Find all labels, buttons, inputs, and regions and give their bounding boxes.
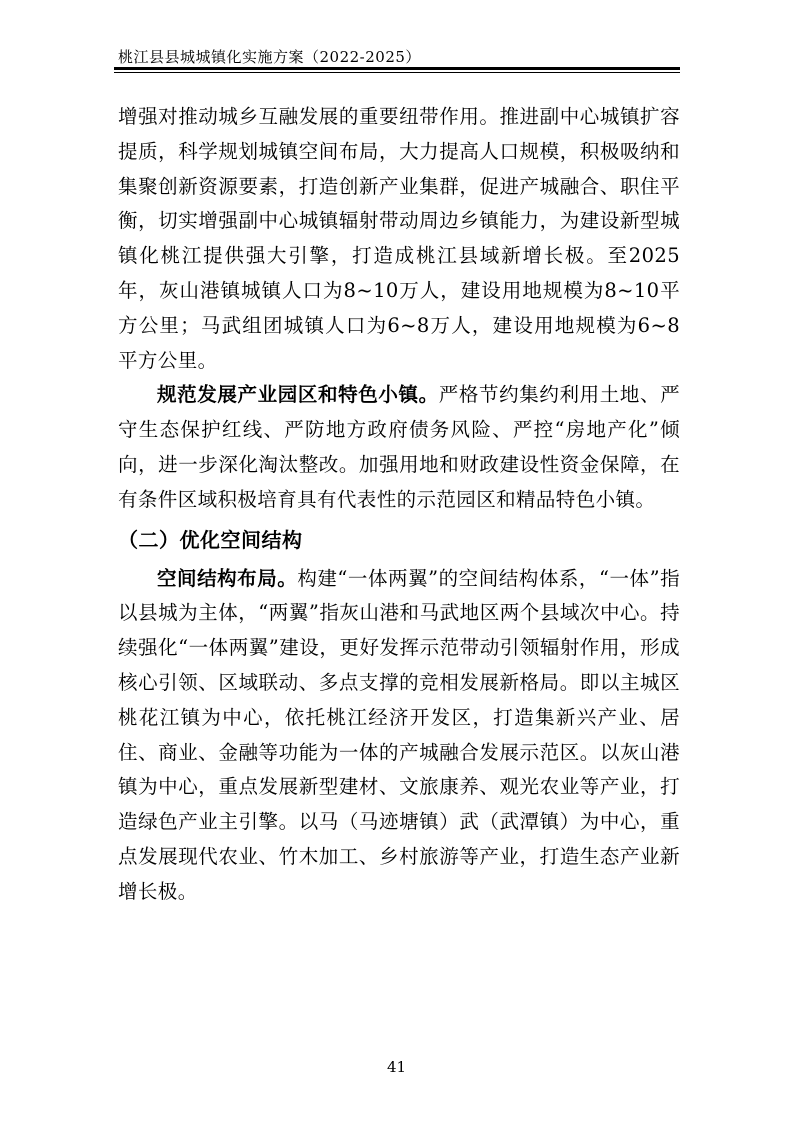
page-body <box>118 100 680 910</box>
header-rule-thick <box>114 67 680 70</box>
page-number: 41 <box>386 1058 407 1076</box>
paragraph-continuation: 增强对推动城乡互融发展的重要纽带作用。推进副中心城镇扩容提质，科学规划城镇空间布局，大力提高人口规模，积极吸纳和集聚创新资源要素，打造创新产业集群，促进产城融合、职住平衡，切实增强副中心城镇辐射带动周边乡镇能力，为建设新型城镇化桃江提供强大引擎，打造成桃江县域新增长极。至2025年，灰山港镇城镇人口为8~10万人，建设用地规模为8~10平方公里；马武组团城镇人口为6~8万人，建设用地规模为6~8平方公里。 <box>118 105 680 372</box>
paragraph-industrial-parks <box>118 378 680 517</box>
header-rule-thin <box>114 72 680 73</box>
paragraph-spatial-layout <box>118 562 680 910</box>
section-heading-spatial-structure: （二）优化空间结构 <box>118 527 303 552</box>
document-header-title: 桃江县县城城镇化实施方案（2022-2025） <box>118 48 421 66</box>
paragraph-lead-spatial-layout: 空间结构布局。 <box>157 566 298 590</box>
paragraph-body-spatial-layout: 构建“一体两翼”的空间结构体系，“一体”指以县城为主体，“两翼”指灰山港和马武地区两个县域次中心。持续强化“一体两翼”建设，更好发挥示范带动引领辐射作用，形成核心引领、区域联动、多点支撑的竞相发展新格局。即以主城区桃花江镇为中心，依托桃江经济开发区，打造集新兴产业、居住、商业、金融等功能为一体的产城融合发展示范区。以灰山港镇为中心，重点发展新型建材、文旅康养、观光农业等产业，打造绿色产业主引擎。以马（马迹塘镇）武（武潭镇）为中心，重点发展现代农业、竹木加工、乡村旅游等产业，打造生态产业新增长极。 <box>118 566 680 903</box>
paragraph-lead-industrial-parks: 规范发展产业园区和特色小镇。 <box>157 383 439 407</box>
paragraph-body-industrial-parks: 严格节约集约利用土地、严守生态保护红线、严防地方政府债务风险、严控“房地产化”倾向，进一步深化淘汰整改。加强用地和财政建设性资金保障，在有条件区域积极培育具有代表性的示范园区和精品特色小镇。 <box>118 383 680 511</box>
